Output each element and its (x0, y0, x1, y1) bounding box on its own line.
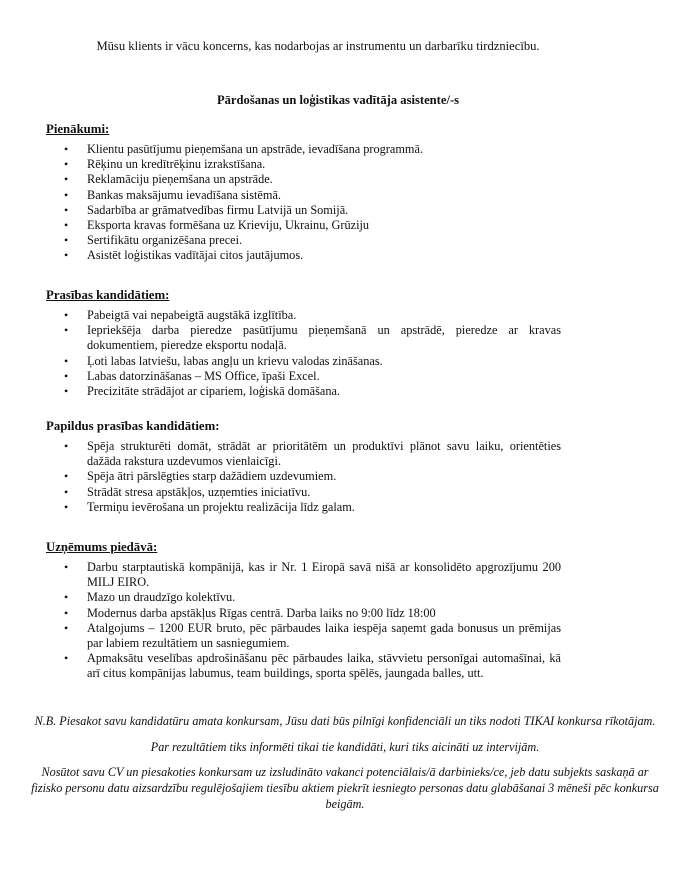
bullet-icon: • (64, 469, 69, 484)
bullet-icon: • (64, 605, 69, 620)
list-item: • Rēķinu un kredītrēķinu izrakstīšana. (64, 157, 266, 172)
section-heading: Papildus prasības kandidātiem: (46, 419, 220, 433)
list-item: • Strādāt stresa apstākļos, uzņemties iniciatīvu. (64, 484, 311, 499)
list-item: • Klientu pasūtījumu pieņemšana un apstrāde, ievadīšana programmā. (64, 142, 424, 156)
bullet-icon: • (64, 499, 69, 514)
duties-list (46, 142, 561, 264)
bullet-icon: • (64, 353, 69, 368)
list-item: • Atalgojums – 1200 EUR bruto, pēc pārbaudes laika iespēja saņemt gada bonusus un prēmijas par labiem rezultātiem un sasniegumiem. (64, 620, 561, 651)
list-item: • Mazo un draudzīgo kolektīvu. (64, 590, 236, 605)
list-item: • Reklamāciju pieņemšana un apstrāde. (64, 172, 273, 187)
bullet-icon: • (64, 323, 69, 338)
job-title (0, 92, 690, 108)
list-item: • Bankas maksājumu ievadīšana sistēmā. (64, 187, 281, 202)
bullet-icon: • (64, 484, 69, 499)
bullet-icon: • (64, 368, 69, 383)
bullet-icon: • (64, 308, 69, 322)
list-item: • Spēja strukturēti domāt, strādāt ar prioritātēm un produktīvi plānot savu laiku, orientēties dažāda rakstura uzdevumos vienlaicīgi. (64, 439, 561, 469)
job-title-text: Pārdošanas un loģistikas vadītāja asistente/-s (216, 93, 460, 107)
list-item: • Termiņu ievērošana un projektu realizācija līdz galam. (64, 499, 355, 514)
list-item: • Darbu starptautiskā kompānijā, kas ir Nr. 1 Eiropā savā nišā ar konsolidēto apgrozījumu 200 MILJ EIRO. (64, 560, 561, 590)
note-results: Par rezultātiem tiks informēti tikai tie kandidāti, kuri tiks aicināti uz intervijām. (150, 740, 540, 754)
note-confidentiality: N.B. Piesakot savu kandidatūru amata konkursam, Jūsu dati būs pilnīgi konfidenciāli un tiks nodoti TIKAI konkursa rīkotājam. (34, 714, 656, 728)
list-item: • Spēja ātri pārslēgties starp dažādiem uzdevumiem. (64, 469, 337, 484)
section-duties (46, 121, 561, 264)
bullet-icon: • (64, 560, 69, 574)
offers-list (46, 560, 561, 682)
list-item: • Modernus darba apstākļus Rīgas centrā. Darba laiks no 9:00 līdz 18:00 (64, 605, 436, 620)
list-item: • Labas datorzināšanas – MS Office, īpaši Excel. (64, 368, 320, 383)
intro-text: Mūsu klients ir vācu koncerns, kas nodarbojas ar instrumentu un darbarīku tirdzniecību. (96, 39, 540, 53)
section-heading: Prasības kandidātiem: (46, 288, 170, 302)
list-item: • Precizitāte strādājot ar cipariem, loģiskā domāšana. (64, 384, 341, 399)
note-data-consent: Nosūtot savu CV un piesakoties konkursam uz izsludināto vakanci potenciālais/ā darbinieks/ce, jeb datu subjekts saskaņā ar fizisko personu datu aizsardzību regulējošajiem tiesību aktiem piekrīt iesniegto personas datu glabāšanai 3 mēneši pēc konkursa beigām. (31, 765, 659, 811)
bullet-icon: • (64, 620, 69, 635)
section-additional-requirements (46, 418, 561, 515)
requirements-list (46, 308, 561, 399)
bullet-icon: • (64, 651, 69, 666)
bullet-icon: • (64, 233, 69, 248)
section-requirements (46, 287, 561, 399)
bullet-icon: • (64, 172, 69, 187)
list-item: • Asistēt loģistikas vadītājai citos jautājumos. (64, 248, 304, 263)
bullet-icon: • (64, 590, 69, 605)
intro-paragraph (0, 38, 690, 54)
bullet-icon: • (64, 187, 69, 202)
bullet-icon: • (64, 142, 69, 156)
list-item: • Pabeigtā vai nepabeigtā augstākā izglītība. (64, 308, 297, 322)
list-item: • Sertifikātu organizēšana precei. (64, 233, 243, 248)
section-heading: Pienākumi: (46, 122, 110, 136)
bullet-icon: • (64, 439, 69, 453)
bullet-icon: • (64, 157, 69, 172)
list-item: • Sadarbība ar grāmatvedības firmu Latvijā un Somijā. (64, 202, 349, 217)
section-company-offers (46, 539, 561, 682)
bullet-icon: • (64, 248, 69, 263)
bullet-icon: • (64, 384, 69, 399)
bullet-icon: • (64, 202, 69, 217)
list-item: • Ļoti labas latviešu, labas angļu un krievu valodas zināšanas. (64, 353, 383, 368)
list-item: • Iepriekšēja darba pieredze pasūtījumu pieņemšanā un apstrādē, pieredze ar kravas dokumentiem, pieredze eksportu nodaļā. (64, 323, 561, 353)
additional-requirements-list (46, 439, 561, 515)
list-item: • Apmaksātu veselības apdrošināšanu pēc pārbaudes laika, stāvvietu personīgai automašīnai, kā arī citus kompānijas labumus, team buildings, sporta spēlēs, jaungada balles, utt. (64, 651, 561, 681)
bullet-icon: • (64, 218, 69, 233)
section-heading: Uzņēmums piedāvā: (46, 540, 158, 554)
list-item: • Eksporta kravas formēšana uz Krieviju, Ukrainu, Grūziju (64, 218, 370, 233)
